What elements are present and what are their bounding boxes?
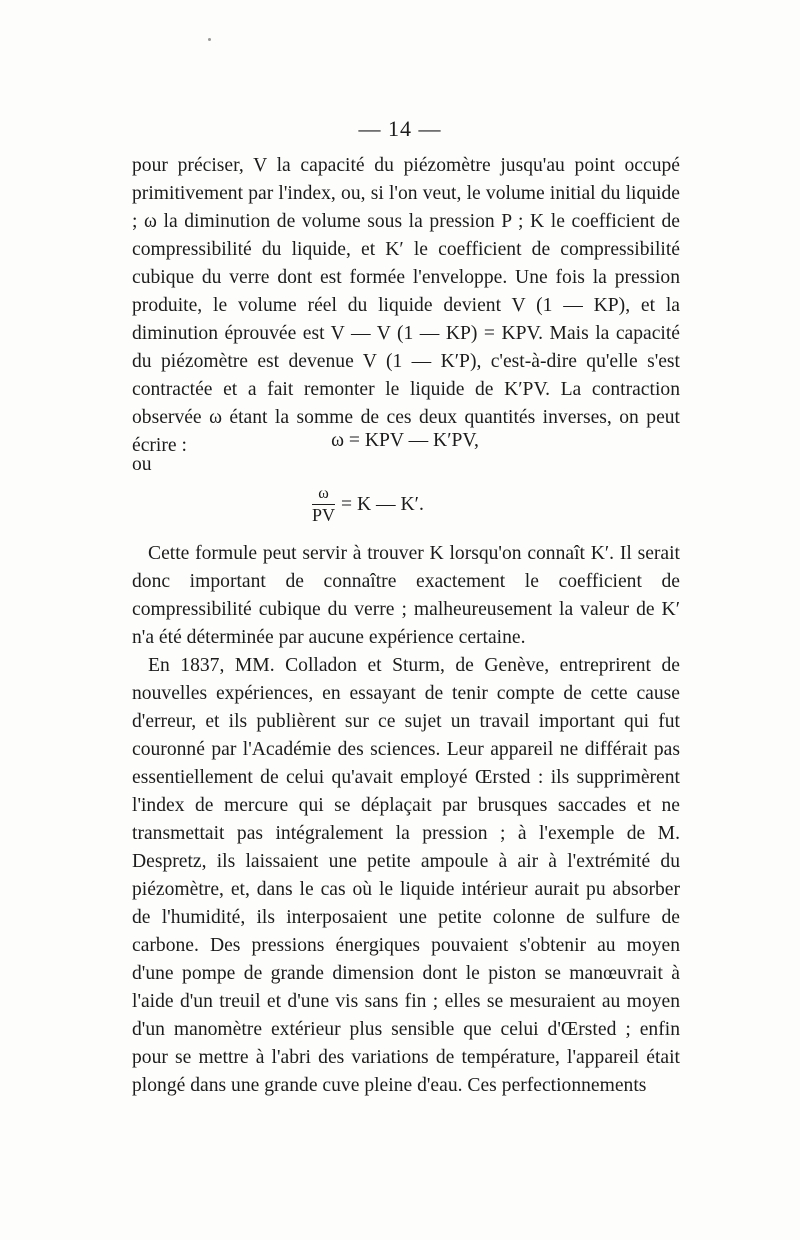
page-number-header: — 14 — xyxy=(358,116,442,141)
paper-speck xyxy=(208,38,211,41)
connector-word: ou xyxy=(132,454,152,475)
paragraph-top xyxy=(132,152,680,460)
paragraph-text: Cette formule peut servir à trouver K lorsqu'on connaît K′. Il serait donc important de connaître exactement le coefficient de compressibilité cubique du verre ; malheureusement la valeur de K′ n'a été déterminée par aucune expérience certaine. xyxy=(132,543,680,648)
equation-fraction xyxy=(312,484,424,525)
paragraph-text: En 1837, MM. Colladon et Sturm, de Genève, entreprirent de nouvelles expériences, en essayant de tenir compte de cette cause d'erreur, et ils publièrent sur ce sujet un travail important qui fut couronné par l'Académie des sciences. Leur appareil ne différait pas essentiellement de celui qu'avait employé Œrsted : ils supprimèrent l'index de mercure qui se déplaçait par brusques saccades et ne transmettait pas intégralement la pression ; à l'exemple de M. Despretz, ils laissaient une petite ampoule à air à l'extrémité du piézomètre, et, dans le cas où le liquide intérieur aurait pu absorber de l'humidité, ils interposaient une petite colonne de sulfure de carbone. Des pressions énergiques pouvaient s'obtenir au moyen d'une pompe de grande dimension dont le piston se manœuvrait à l'aide d'un treuil et d'une vis sans fin ; elles se mesuraient au moyen d'un manomètre extérieur plus sensible que celui d'Œrsted ; enfin pour se mettre à l'abri des variations de température, l'appareil était plongé dans une grande cuve pleine d'eau. Ces perfectionnements xyxy=(132,655,680,1096)
fraction-numerator: ω xyxy=(318,485,329,502)
equation-rhs: = K — K′. xyxy=(341,493,424,515)
fraction xyxy=(312,484,335,525)
fraction-denominator: PV xyxy=(312,505,336,525)
paragraph-text: pour préciser, V la capacité du piézomètre jusqu'au point occupé primitivement par l'index, ou, si l'on veut, le volume initial du liquide ; ω la diminution de volume sous la pression P ; K le coefficient de compressibilité du liquide, et K′ le coefficient de compressibilité cubique du verre dont est formée l'enveloppe. Une fois la pression produite, le volume réel du liquide devient V (1 — KP), et la diminution éprouvée est V — V (1 — KP) = KPV. Mais la capacité du piézomètre est devenue V (1 — K′P), c'est-à-dire qu'elle s'est contractée et a fait remonter le liquide de K′PV. La contraction observée ω étant la somme de ces deux quantités inverses, on peut écrire : xyxy=(132,155,680,456)
equation-omega: ω = KPV — K′PV, xyxy=(331,430,479,451)
paragraph-1837 xyxy=(132,652,680,1100)
paragraph-formula-use xyxy=(132,540,680,652)
